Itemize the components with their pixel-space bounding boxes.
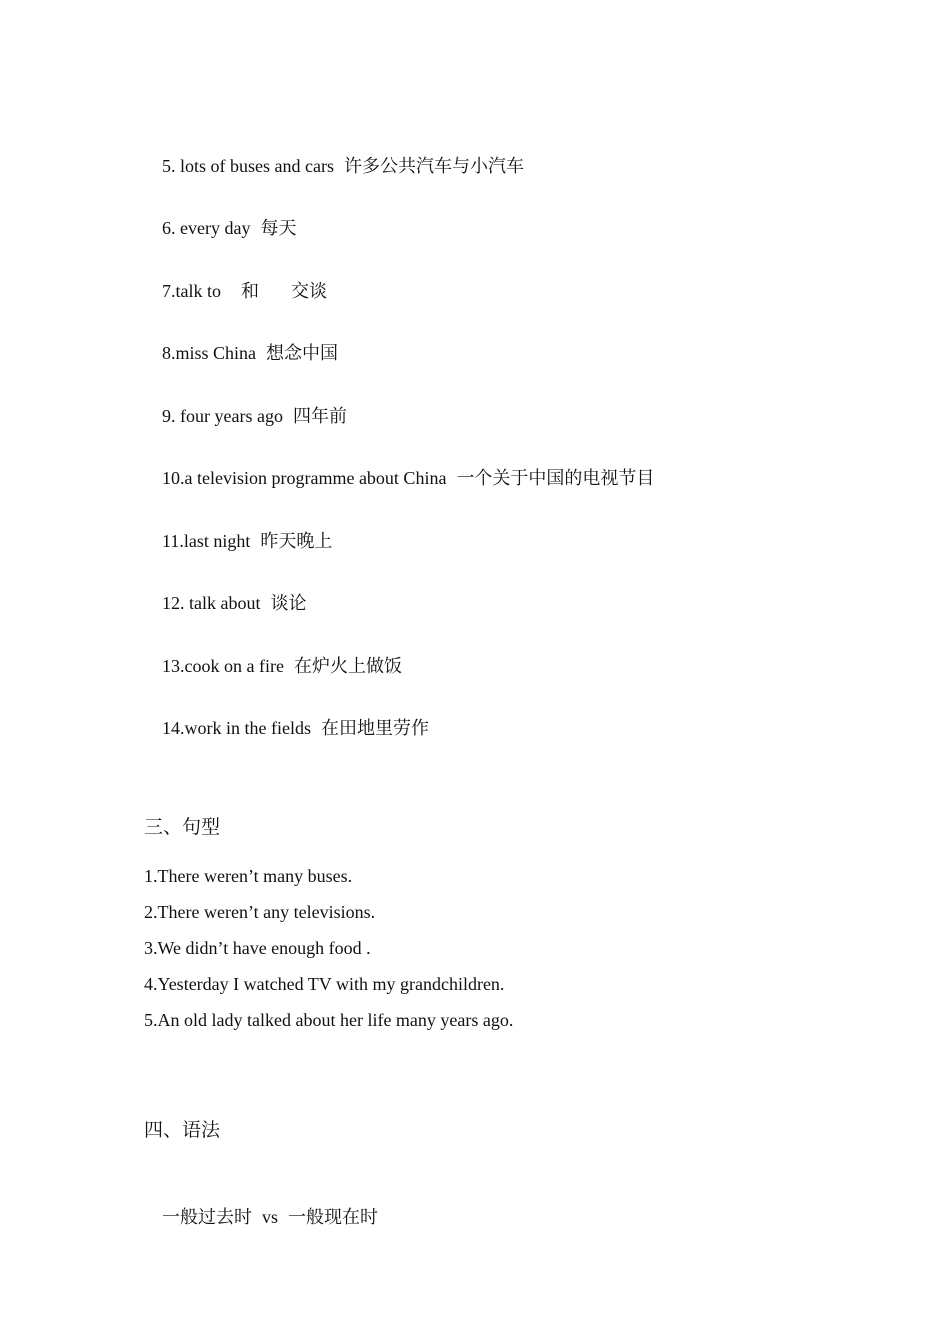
- phrase-chinese-part-a: 和: [241, 281, 259, 302]
- sentence-item: 3.We didn’t have enough food .: [144, 938, 371, 958]
- phrase-chinese-part-b: 交谈: [291, 281, 327, 302]
- phrase-chinese: 四年前: [292, 406, 347, 427]
- phrase-item-14: [144, 692, 429, 765]
- phrase-english: 9. four years ago: [162, 406, 283, 426]
- phrase-english: 12. talk about: [162, 593, 261, 613]
- phrase-chinese: 想念中国: [266, 343, 339, 364]
- phrase-english: 8.miss China: [162, 343, 257, 363]
- grammar-right-tense: 一般现在时: [288, 1207, 379, 1228]
- phrase-english: 6. every day: [162, 218, 251, 238]
- phrase-chinese: 每天: [260, 218, 297, 239]
- phrase-english: 13.cook on a fire: [162, 656, 284, 676]
- phrase-english: 7.talk to: [162, 281, 221, 301]
- grammar-comparison: [144, 1181, 378, 1254]
- phrase-english: 5. lots of buses and cars: [162, 156, 334, 176]
- phrase-chinese: 昨天晚上: [260, 531, 333, 552]
- sentence-item: 4.Yesterday I watched TV with my grandchildren.: [144, 974, 505, 994]
- phrase-english: 11.last night: [162, 531, 251, 551]
- grammar-left-tense: 一般过去时: [162, 1207, 252, 1228]
- phrase-chinese: 许多公共汽车与小汽车: [343, 156, 524, 177]
- grammar-vs: vs: [262, 1207, 279, 1227]
- sentence-item: 1.There weren’t many buses.: [144, 866, 353, 886]
- sentence-item: 2.There weren’t any televisions.: [144, 902, 376, 922]
- sentence-item: 5.An old lady talked about her life many years ago.: [144, 1010, 514, 1030]
- phrase-chinese: 谈论: [270, 593, 307, 614]
- phrase-chinese: 在炉火上做饭: [293, 656, 402, 677]
- phrase-chinese: 一个关于中国的电视节目: [456, 468, 655, 489]
- phrase-english: 10.a television programme about China: [162, 468, 447, 488]
- section-heading-sentence-patterns: 三、句型: [144, 816, 221, 838]
- section-heading-grammar: 四、语法: [144, 1119, 221, 1141]
- phrase-english: 14.work in the fields: [162, 718, 311, 738]
- phrase-chinese: 在田地里劳作: [320, 718, 429, 739]
